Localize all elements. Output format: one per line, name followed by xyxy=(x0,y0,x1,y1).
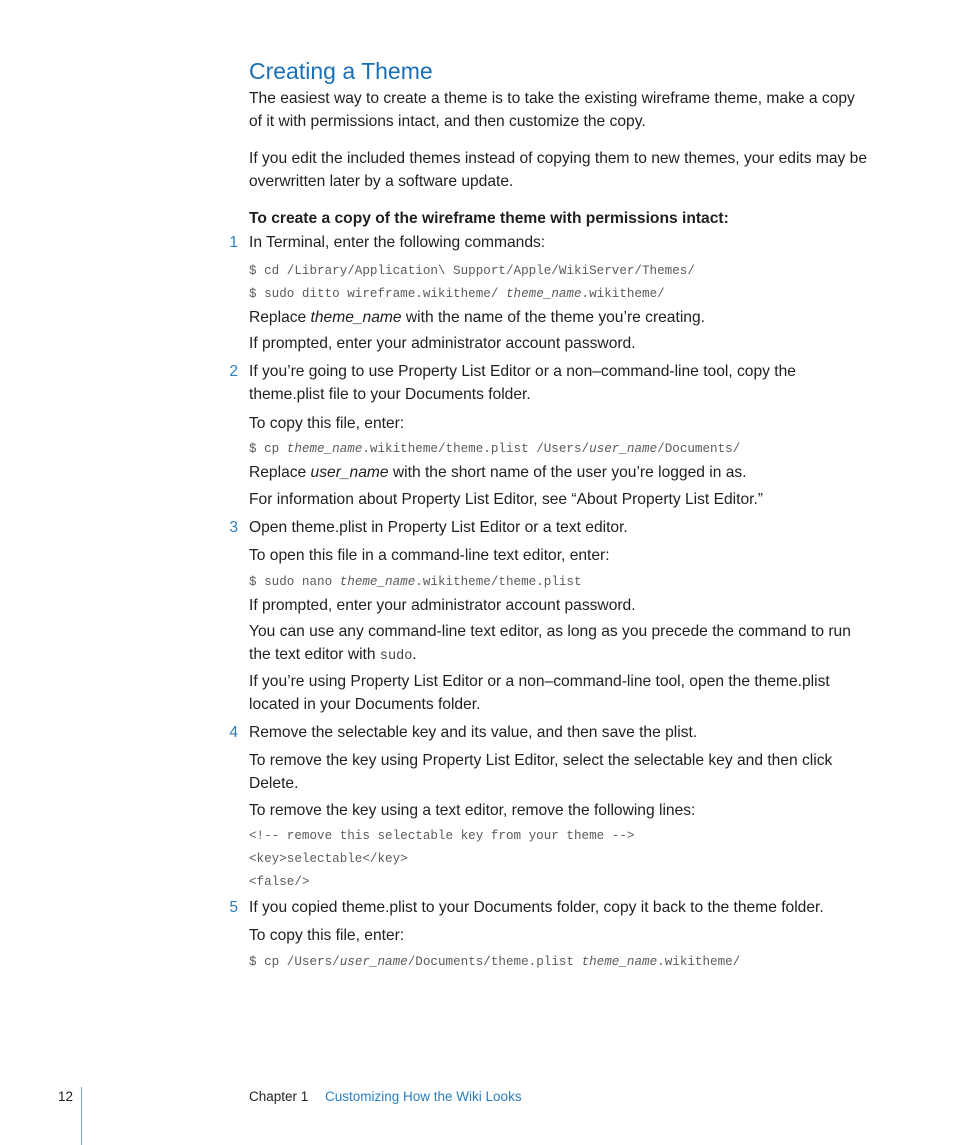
step-number: 5 xyxy=(229,899,238,916)
step-3-prompt: If prompted, enter your administrator account password. xyxy=(249,597,636,614)
code-line: $ sudo ditto wireframe.wikitheme/ theme_name.wikitheme/ xyxy=(249,287,665,301)
step-1-replace: Replace theme_name with the name of the theme you’re creating. xyxy=(249,309,705,326)
code-line: <false/> xyxy=(249,875,310,889)
code-line: $ cd /Library/Application\ Support/Apple/WikiServer/Themes/ xyxy=(249,264,695,278)
step-3-plist-note: If you’re using Property List Editor or a non–command-line tool, open the theme.plist located in your Documents folder. xyxy=(249,673,830,713)
step-1-text: In Terminal, enter the following commands: xyxy=(249,234,546,251)
procedure-heading: To create a copy of the wireframe theme with permissions intact: xyxy=(249,210,729,227)
page-number: 12 xyxy=(58,1089,74,1104)
step-3-open-intro: To open this file in a command-line text editor, enter: xyxy=(249,547,610,564)
step-2-text: If you’re going to use Property List Editor or a non–command-line tool, copy the theme.plist file to your Documents folder. xyxy=(249,363,796,403)
step-4-text: Remove the selectable key and its value, and then save the plist. xyxy=(249,724,698,741)
code-line: $ cp /Users/user_name/Documents/theme.plist theme_name.wikitheme/ xyxy=(249,955,741,969)
page-title: Creating a Theme xyxy=(249,58,433,84)
step-3-editor-note: You can use any command-line text editor, as long as you precede the command to run the text editor with sudo. xyxy=(249,623,851,664)
step-5-text: If you copied theme.plist to your Documents folder, copy it back to the theme folder. xyxy=(249,899,824,916)
step-number: 2 xyxy=(229,363,238,380)
step-number: 1 xyxy=(229,234,238,251)
step-2-info: For information about Property List Editor, see “About Property List Editor.” xyxy=(249,491,763,508)
chapter-title-link[interactable]: Customizing How the Wiki Looks xyxy=(325,1089,522,1104)
code-line: $ sudo nano theme_name.wikitheme/theme.plist xyxy=(249,575,582,589)
chapter-label: Chapter 1 xyxy=(249,1089,309,1104)
step-2-copy-intro: To copy this file, enter: xyxy=(249,415,405,432)
code-line: $ cp theme_name.wikitheme/theme.plist /Users/user_name/Documents/ xyxy=(249,442,741,456)
step-number: 4 xyxy=(229,724,238,741)
step-3-text: Open theme.plist in Property List Editor or a text editor. xyxy=(249,519,628,536)
footer-divider xyxy=(81,1087,82,1145)
step-4-ple: To remove the key using Property List Editor, select the selectable key and then click Delete. xyxy=(249,752,833,792)
intro-paragraph-2: If you edit the included themes instead of copying them to new themes, your edits may be overwritten later by a software update. xyxy=(249,150,868,190)
step-2-replace: Replace user_name with the short name of the user you’re logged in as. xyxy=(249,464,747,481)
step-number: 3 xyxy=(229,519,238,536)
code-line: <!-- remove this selectable key from your theme --> xyxy=(249,829,635,843)
step-4-te: To remove the key using a text editor, remove the following lines: xyxy=(249,802,696,819)
intro-paragraph-1: The easiest way to create a theme is to take the existing wireframe theme, make a copy of it with permissions intact, and then customize the copy. xyxy=(249,90,855,130)
code-line: <key>selectable</key> xyxy=(249,852,408,866)
step-1-prompt: If prompted, enter your administrator account password. xyxy=(249,335,636,352)
step-5-copy-intro: To copy this file, enter: xyxy=(249,927,405,944)
